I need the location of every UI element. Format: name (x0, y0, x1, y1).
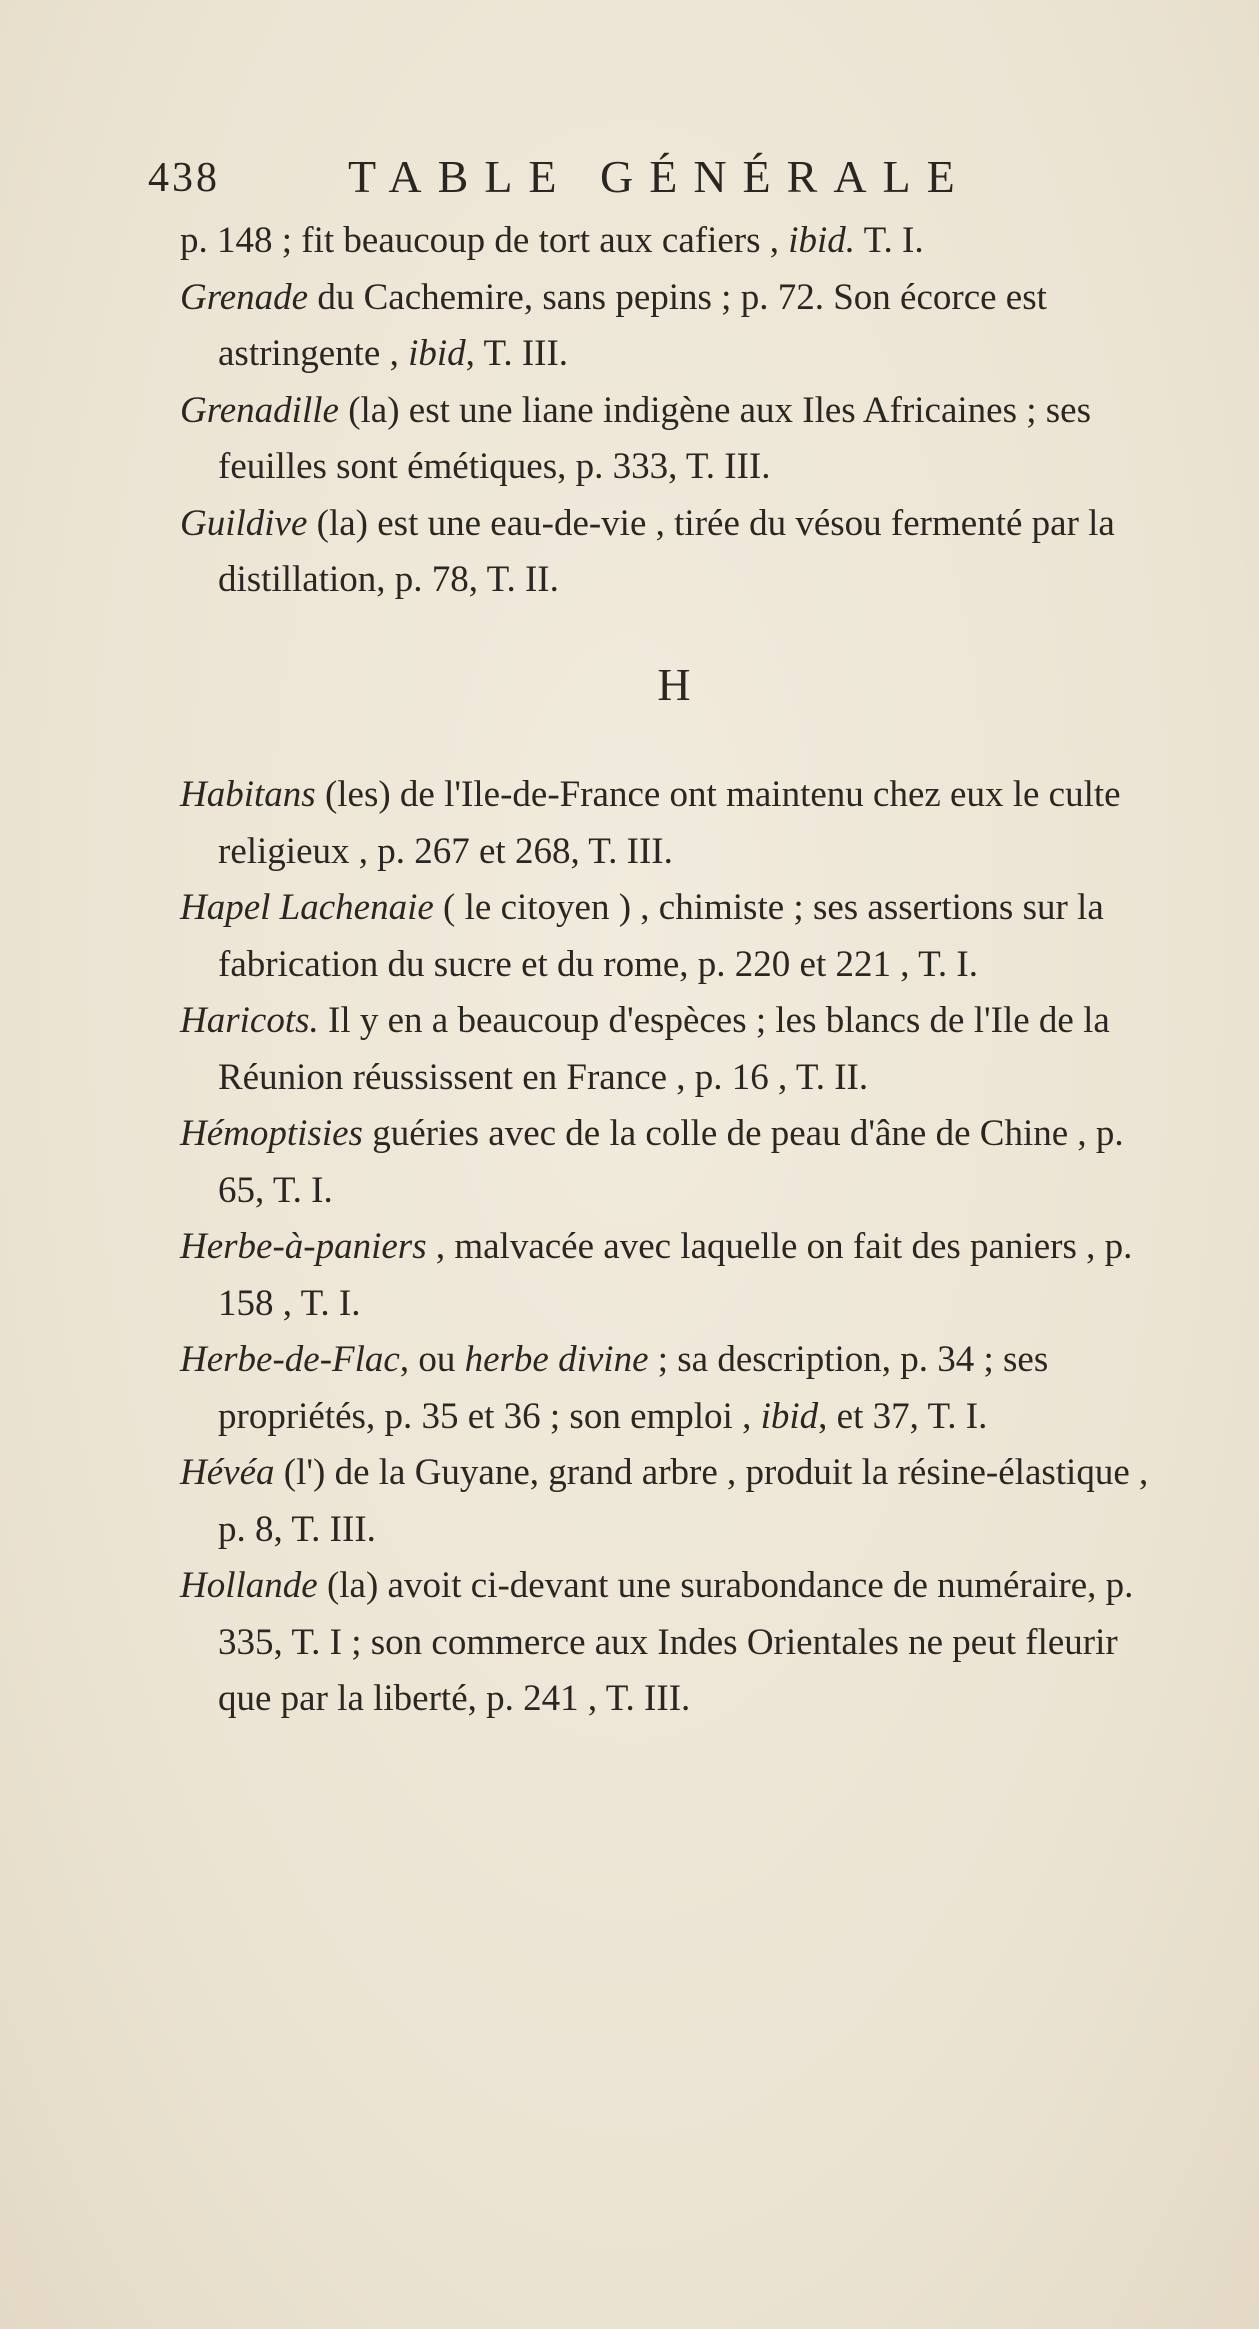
entry-head: Guildive (180, 502, 308, 544)
entry-tail-italic: ibid (760, 1395, 819, 1437)
index-entry (180, 1332, 1170, 1445)
index-entry (180, 880, 1170, 993)
entry-text: , ou (399, 1339, 465, 1380)
entry-text: (la) est une eau-de-vie , tirée du vésou fermenté par la distillation, p. 78, T. II. (218, 502, 1115, 600)
index-entry (180, 767, 1170, 880)
index-entry (180, 213, 1170, 270)
page-title: TABLE GÉNÉRALE (348, 151, 971, 202)
entry-head: Herbe-à-paniers (180, 1226, 427, 1267)
entry-text2: ; sa description, p. 34 ; ses propriétés, p. 35 et 36 ; son emploi , (218, 1339, 1049, 1437)
entry-text: , malvacée avec laquelle on fait des paniers , p. 158 , T. I. (218, 1226, 1133, 1324)
entry-head: Grenade (180, 276, 309, 318)
entry-text: ( le citoyen ) , chimiste ; ses assertions sur la fabrication du sucre et du rome, p. 220 et 221 , T. I. (218, 887, 1104, 985)
entries-h (180, 767, 1170, 1728)
entry-text: du Cachemire, sans pepins ; p. 72. Son écorce est astringente , (218, 276, 1047, 374)
entry-text: guéries avec de la colle de peau d'âne de Chine , p. 65, T. I. (218, 1113, 1124, 1211)
entry-text: (l') de la Guyane, grand arbre , produit la résine-élastique , p. 8, T. III. (218, 1452, 1149, 1550)
entry-text: (les) de l'Ile-de-France ont maintenu chez eux le culte religieux , p. 267 et 268, T. III. (218, 774, 1121, 872)
entry-head: Hémoptisies (180, 1113, 363, 1154)
entry-head: Hollande (180, 1565, 318, 1606)
section-letter: H (657, 658, 693, 710)
entry-text: (la) avoit ci-devant une surabondance de numéraire, p. 335, T. I ; son commerce aux Indes Orientales ne peut fleurir que par la liberté, p. 241 , T. III. (218, 1565, 1134, 1719)
entry-tail: T. I. (855, 220, 924, 261)
entry-head: Haricots. (180, 1000, 319, 1041)
index-entry (180, 1106, 1170, 1219)
entry-tail-italic: ibid (408, 333, 466, 374)
entry-text: (la) est une liane indigène aux Iles Africaines ; ses feuilles sont émétiques, p. 333, T. III. (218, 389, 1092, 487)
entry-text: Il y en a beaucoup d'espèces ; les blancs de l'Ile de la Réunion réussissent en France , p. 16 , T. II. (218, 1000, 1110, 1098)
entry-head: Habitans (180, 774, 316, 815)
entry-head: Hapel Lachenaie (180, 887, 434, 928)
index-entry (180, 1219, 1170, 1332)
entry-head: Grenadille (180, 389, 339, 431)
index-text (180, 213, 1170, 1728)
index-entry (180, 1445, 1170, 1558)
index-entry (180, 270, 1170, 383)
index-entry (180, 993, 1170, 1106)
index-entry (180, 1558, 1170, 1728)
entries-g (180, 213, 1170, 609)
index-entry (180, 383, 1170, 496)
index-entry (180, 496, 1170, 609)
entry-tail-italic: ibid. (788, 220, 856, 261)
entry-tail: , et 37, T. I. (818, 1395, 988, 1437)
entry-tail: , T. III. (465, 333, 569, 374)
entry-mid-italic: herbe divine (464, 1339, 649, 1380)
entry-head: Herbe-de-Flac (180, 1339, 400, 1380)
page-number: 438 (148, 155, 220, 201)
entry-text: p. 148 ; fit beaucoup de tort aux cafiers , (180, 220, 789, 261)
entry-head: Hévéa (180, 1452, 275, 1493)
